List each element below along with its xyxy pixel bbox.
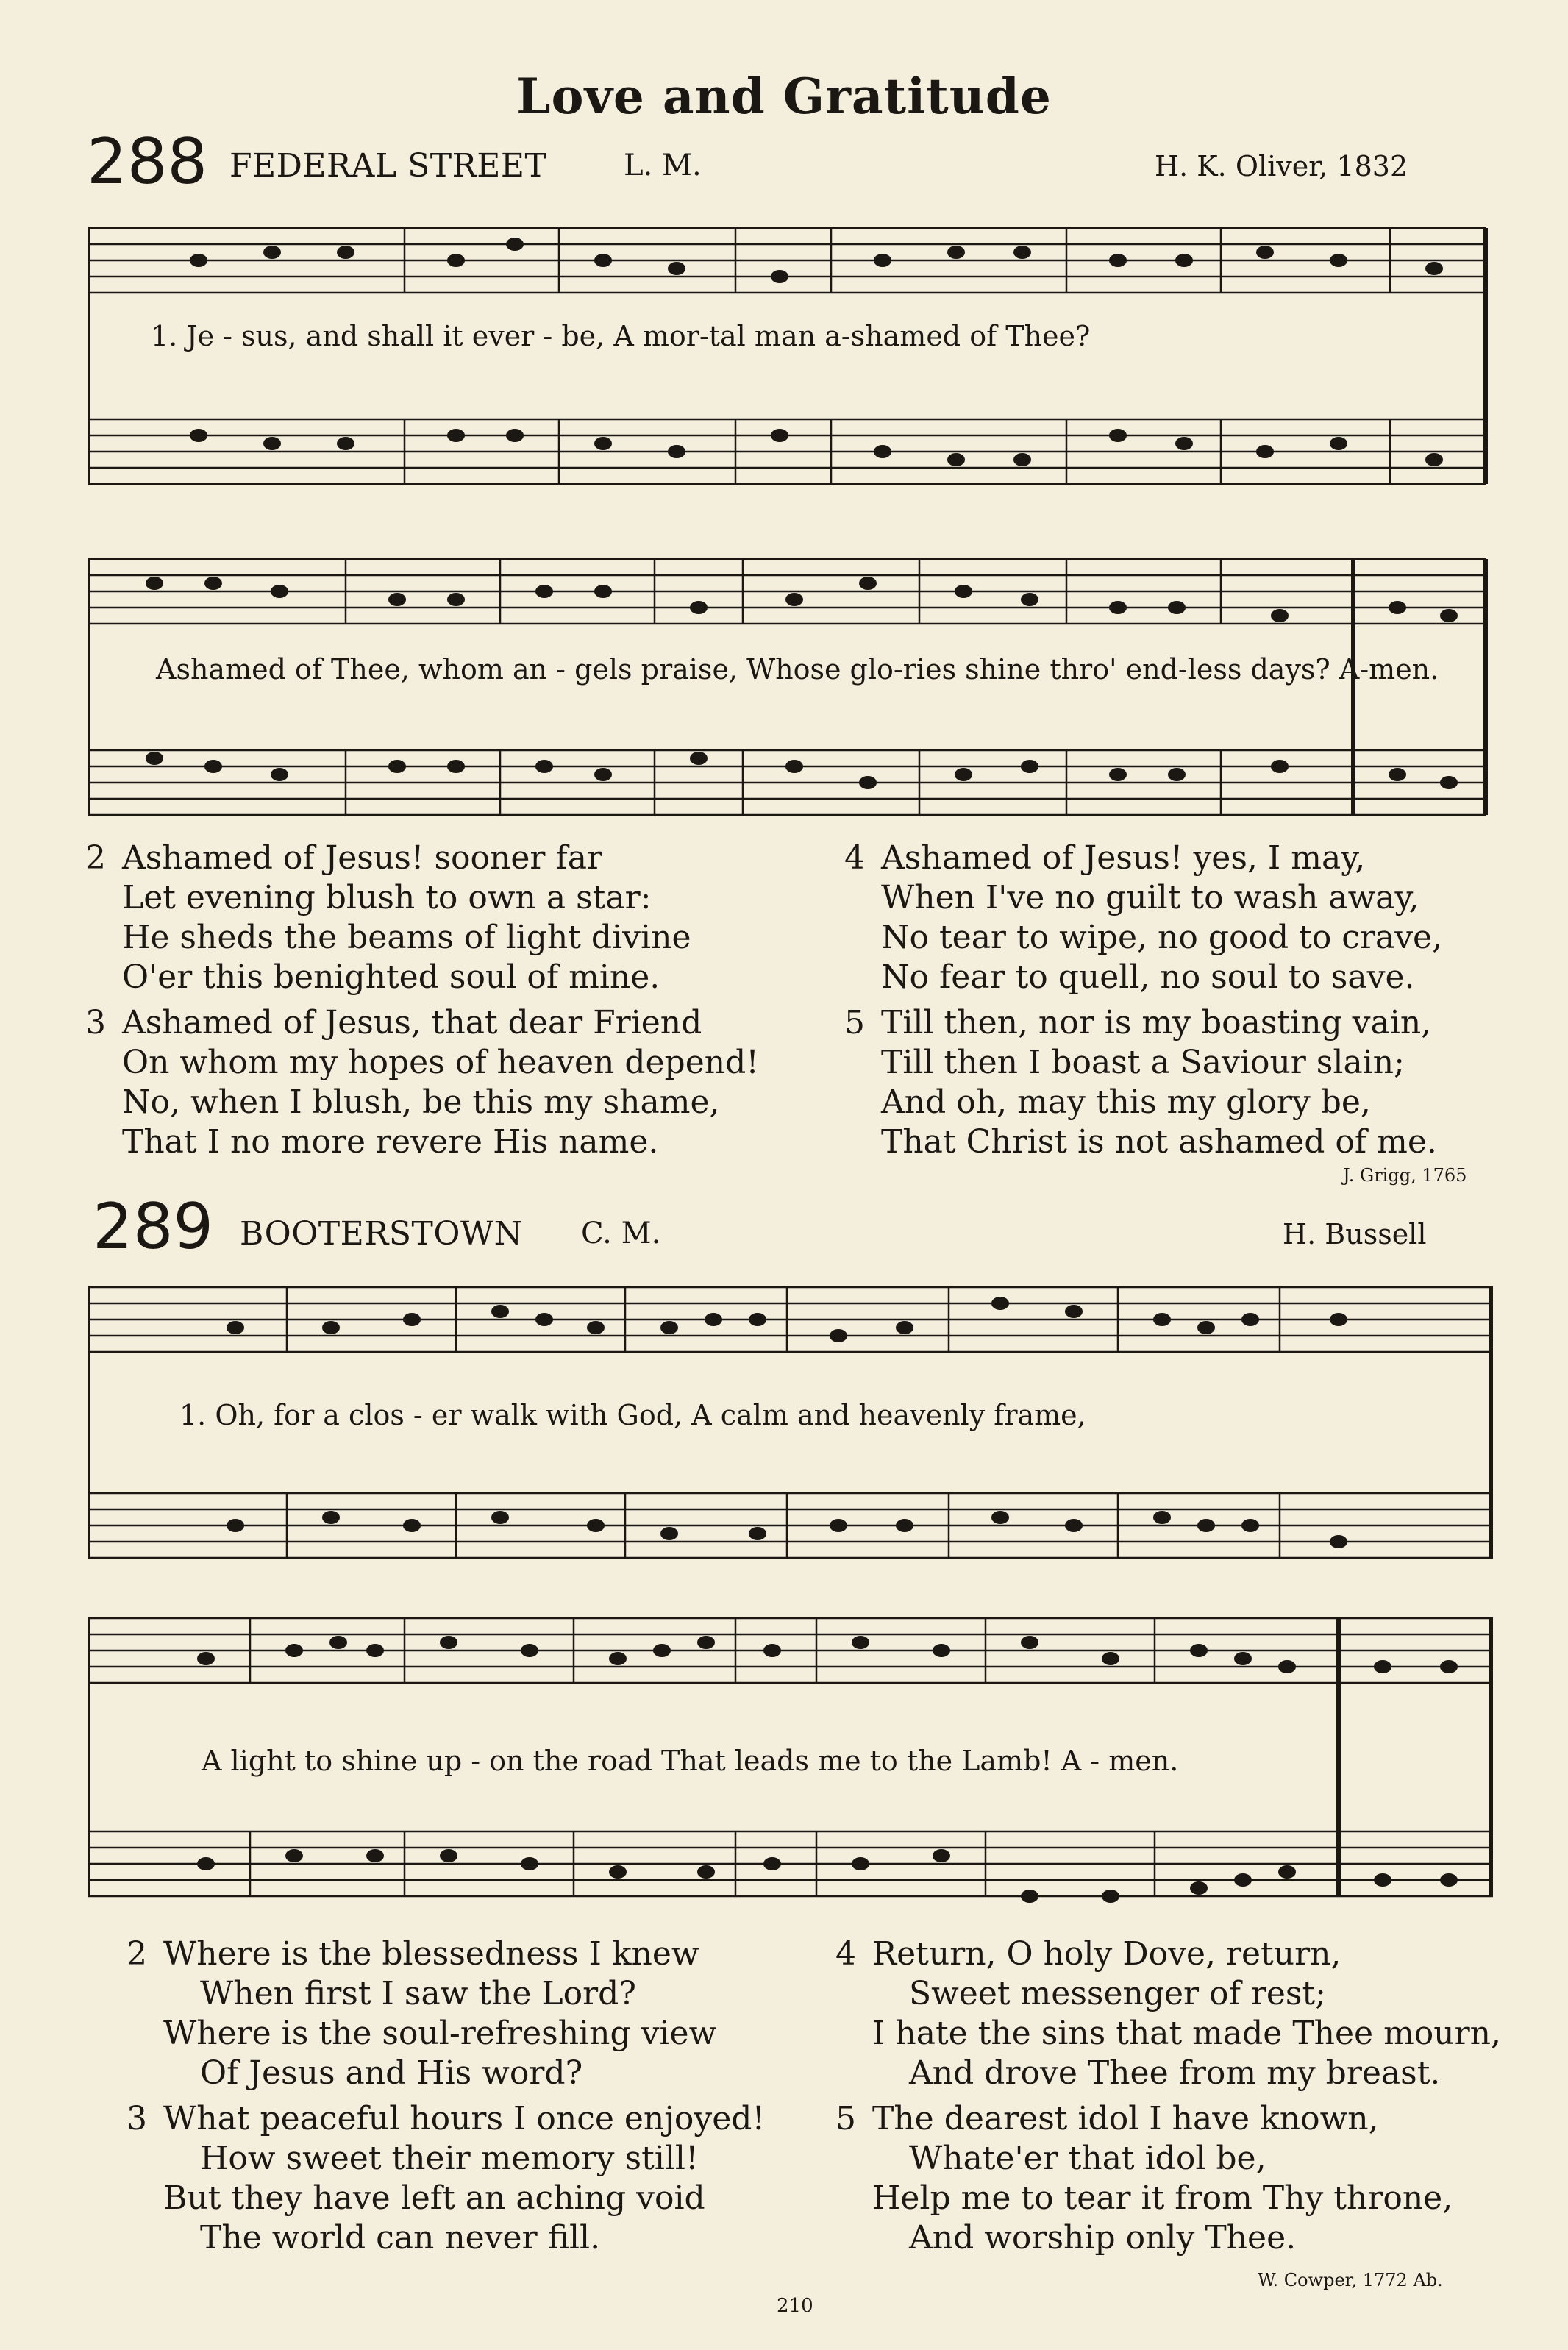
composer: H. Bussell <box>1283 1218 1427 1250</box>
hymn-288-lyrics-line-1: 1. Je - sus, and shall it ever - be, A mor-tal man a-shamed of Thee? <box>151 320 1091 352</box>
verse-number: 2 <box>85 839 106 877</box>
hymn-289-verses-left <box>126 1934 862 2264</box>
hymn-289-lyrics-line-1: 1. Oh, for a clos - er walk with God, A calm and heavenly frame, <box>179 1399 1086 1431</box>
tune-name: BOOTERSTOWN <box>240 1215 523 1253</box>
section-title: Love and Gratitude <box>516 68 1052 125</box>
verse-number: 4 <box>835 1935 856 1973</box>
verse <box>844 838 1506 997</box>
verse-line: Ashamed of Jesus, that dear Friend <box>122 1004 702 1042</box>
hymn-289-author: W. Cowper, 1772 Ab. <box>1258 2270 1443 2290</box>
verse-line: What peaceful hours I once enjoyed! <box>163 2100 766 2137</box>
verse-line: Till then, nor is my boasting vain, <box>881 1004 1432 1042</box>
verse-line: No fear to quell, no soul to save. <box>881 958 1415 996</box>
verse-line: The world can never fill. <box>200 2219 601 2257</box>
verse-line: I hate the sins that made Thee mourn, <box>872 2015 1501 2052</box>
verse-number: 3 <box>126 2100 147 2137</box>
verse <box>126 2099 862 2258</box>
verse-number: 3 <box>85 1004 106 1042</box>
verse-line: Of Jesus and His word? <box>200 2054 583 2092</box>
verse-line: When I've no guilt to wash away, <box>881 879 1419 916</box>
hymn-289-header <box>0 1190 1568 1271</box>
meter: L. M. <box>624 149 702 182</box>
verse-line: Till then I boast a Saviour slain; <box>881 1044 1405 1081</box>
verse-line: Where is the blessedness I knew <box>163 1935 699 1973</box>
verse-line: No, when I blush, be this my shame, <box>122 1083 720 1121</box>
verse <box>126 1934 862 2093</box>
hymn-289-lyrics-line-2: A light to shine up - on the road That leads me to the Lamb! A - men. <box>202 1745 1179 1777</box>
verse-line: Help me to tear it from Thy throne, <box>872 2179 1453 2217</box>
verse-line: But they have left an aching void <box>163 2179 705 2217</box>
hymn-288-verses-right <box>844 838 1506 1168</box>
verse-line: That I no more revere His name. <box>122 1123 659 1161</box>
verse-line: When first I saw the Lord? <box>200 1975 636 2012</box>
verse <box>835 2099 1534 2258</box>
page-number: 210 <box>777 2295 813 2317</box>
verse-line: And drove Thee from my breast. <box>909 2054 1441 2092</box>
verse-line: And worship only Thee. <box>909 2219 1297 2257</box>
verse-number: 2 <box>126 1935 147 1973</box>
verse <box>835 1934 1534 2093</box>
verse-line: How sweet their memory still! <box>200 2140 699 2177</box>
verse-number: 5 <box>844 1004 865 1042</box>
verse-line: Ashamed of Jesus! yes, I may, <box>881 839 1366 877</box>
verse <box>85 1003 821 1162</box>
verse-line: The dearest idol I have known, <box>872 2100 1379 2137</box>
verse-line: He sheds the beams of light divine <box>122 919 691 956</box>
verse <box>85 838 821 997</box>
verse-line: Where is the soul-refreshing view <box>163 2015 717 2052</box>
staff-system-1 <box>88 228 1486 484</box>
hymn-288-verses-left <box>85 838 821 1168</box>
composer: H. K. Oliver, 1832 <box>1155 150 1408 182</box>
hymn-288-score <box>88 213 1493 816</box>
verse-line: Let evening blush to own a star: <box>122 879 652 916</box>
verse <box>844 1003 1506 1162</box>
verse-line: Ashamed of Jesus! sooner far <box>122 839 602 877</box>
verse-line: On whom my hopes of heaven depend! <box>122 1044 759 1081</box>
hymn-289-score <box>88 1272 1493 1920</box>
verse-line: That Christ is not ashamed of me. <box>881 1123 1437 1161</box>
tune-name: FEDERAL STREET <box>229 147 547 185</box>
verse-line: Return, O holy Dove, return, <box>872 1935 1341 1973</box>
hymn-288-lyrics-line-2: Ashamed of Thee, whom an - gels praise, Whose glo-ries shine thro' end-less days? A-men. <box>156 653 1439 686</box>
hymn-288-author: J. Grigg, 1765 <box>1343 1165 1467 1186</box>
hymn-288-header <box>0 125 1568 206</box>
hymn-number: 289 <box>93 1190 214 1264</box>
verse-line: O'er this benighted soul of mine. <box>122 958 660 996</box>
hymn-289-verses-right <box>835 1934 1534 2264</box>
meter: C. M. <box>581 1217 661 1250</box>
verse-line: And oh, may this my glory be, <box>881 1083 1371 1121</box>
verse-number: 5 <box>835 2100 856 2137</box>
verse-line: Sweet messenger of rest; <box>909 1975 1326 2012</box>
verse-line: Whate'er that idol be, <box>909 2140 1266 2177</box>
verse-number: 4 <box>844 839 865 877</box>
hymn-number: 288 <box>87 125 208 199</box>
verse-line: No tear to wipe, no good to crave, <box>881 919 1443 956</box>
